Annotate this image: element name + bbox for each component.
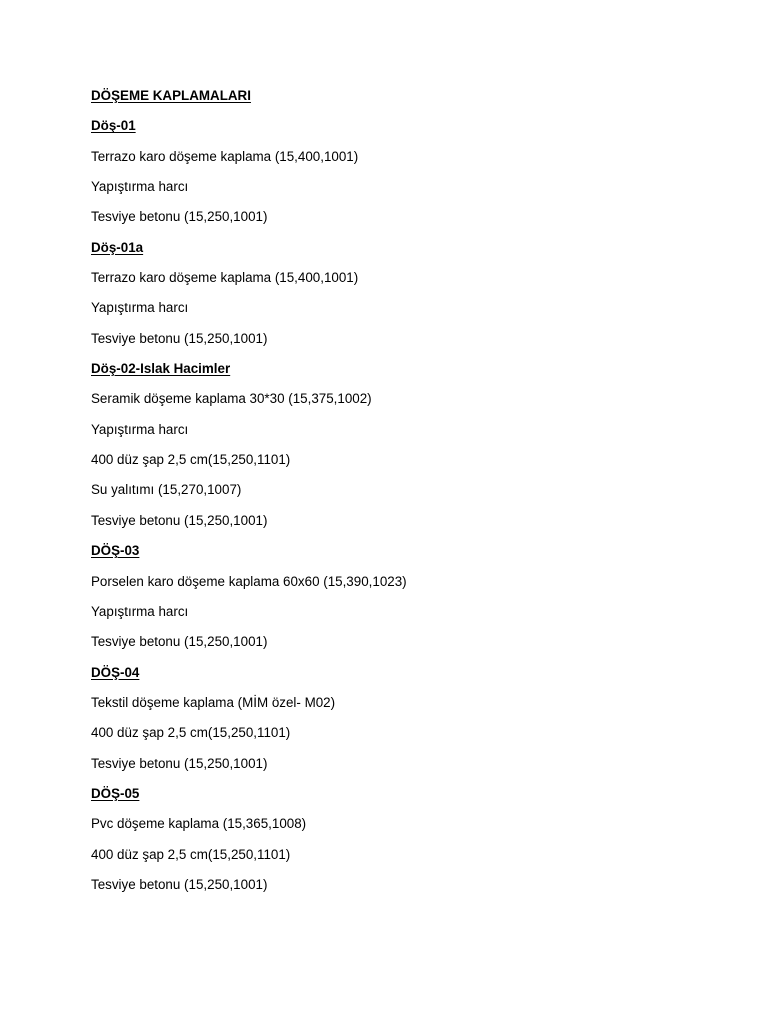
list-item: Yapıştırma harcı (91, 421, 189, 437)
list-item: Tesviye betonu (15,250,1001) (91, 755, 268, 771)
list-item: Tesviye betonu (15,250,1001) (91, 876, 268, 892)
list-item: Yapıştırma harcı (91, 603, 189, 619)
section-heading-dos-01a: Döş-01a (91, 239, 144, 255)
list-item: 400 düz şap 2,5 cm(15,250,1101) (91, 725, 291, 741)
section-heading-dos-03: DÖŞ-03 (91, 543, 140, 559)
list-item: Tekstil döşeme kaplama (MİM özel- M02) (91, 694, 336, 710)
list-item: Yapıştırma harcı (91, 179, 189, 195)
list-item: 400 düz şap 2,5 cm(15,250,1101) (91, 846, 291, 862)
document-title: DÖŞEME KAPLAMALARI (91, 88, 251, 103)
list-item: Porselen karo döşeme kaplama 60x60 (15,390,1023) (91, 573, 407, 589)
list-item: Pvc döşeme kaplama (15,365,1008) (91, 816, 307, 832)
section-heading-dos-02: Döş-02-Islak Hacimler (91, 361, 231, 377)
list-item: Terrazo karo döşeme kaplama (15,400,1001) (91, 148, 359, 164)
section-heading-dos-04: DÖŞ-04 (91, 664, 140, 680)
section-heading-dos-05: DÖŞ-05 (91, 785, 140, 801)
list-item: Tesviye betonu (15,250,1001) (91, 634, 268, 650)
list-item: Terrazo karo döşeme kaplama (15,400,1001) (91, 270, 359, 286)
list-item: Tesviye betonu (15,250,1001) (91, 209, 268, 225)
list-item: 400 düz şap 2,5 cm(15,250,1101) (91, 452, 291, 468)
list-item: Su yalıtımı (15,270,1007) (91, 482, 242, 498)
section-heading-dos-01: Döş-01 (91, 118, 136, 134)
list-item: Yapıştırma harcı (91, 300, 189, 316)
list-item: Tesviye betonu (15,250,1001) (91, 512, 268, 528)
list-item: Seramik döşeme kaplama 30*30 (15,375,1002) (91, 391, 372, 407)
list-item: Tesviye betonu (15,250,1001) (91, 330, 268, 346)
document-body (91, 84, 711, 903)
